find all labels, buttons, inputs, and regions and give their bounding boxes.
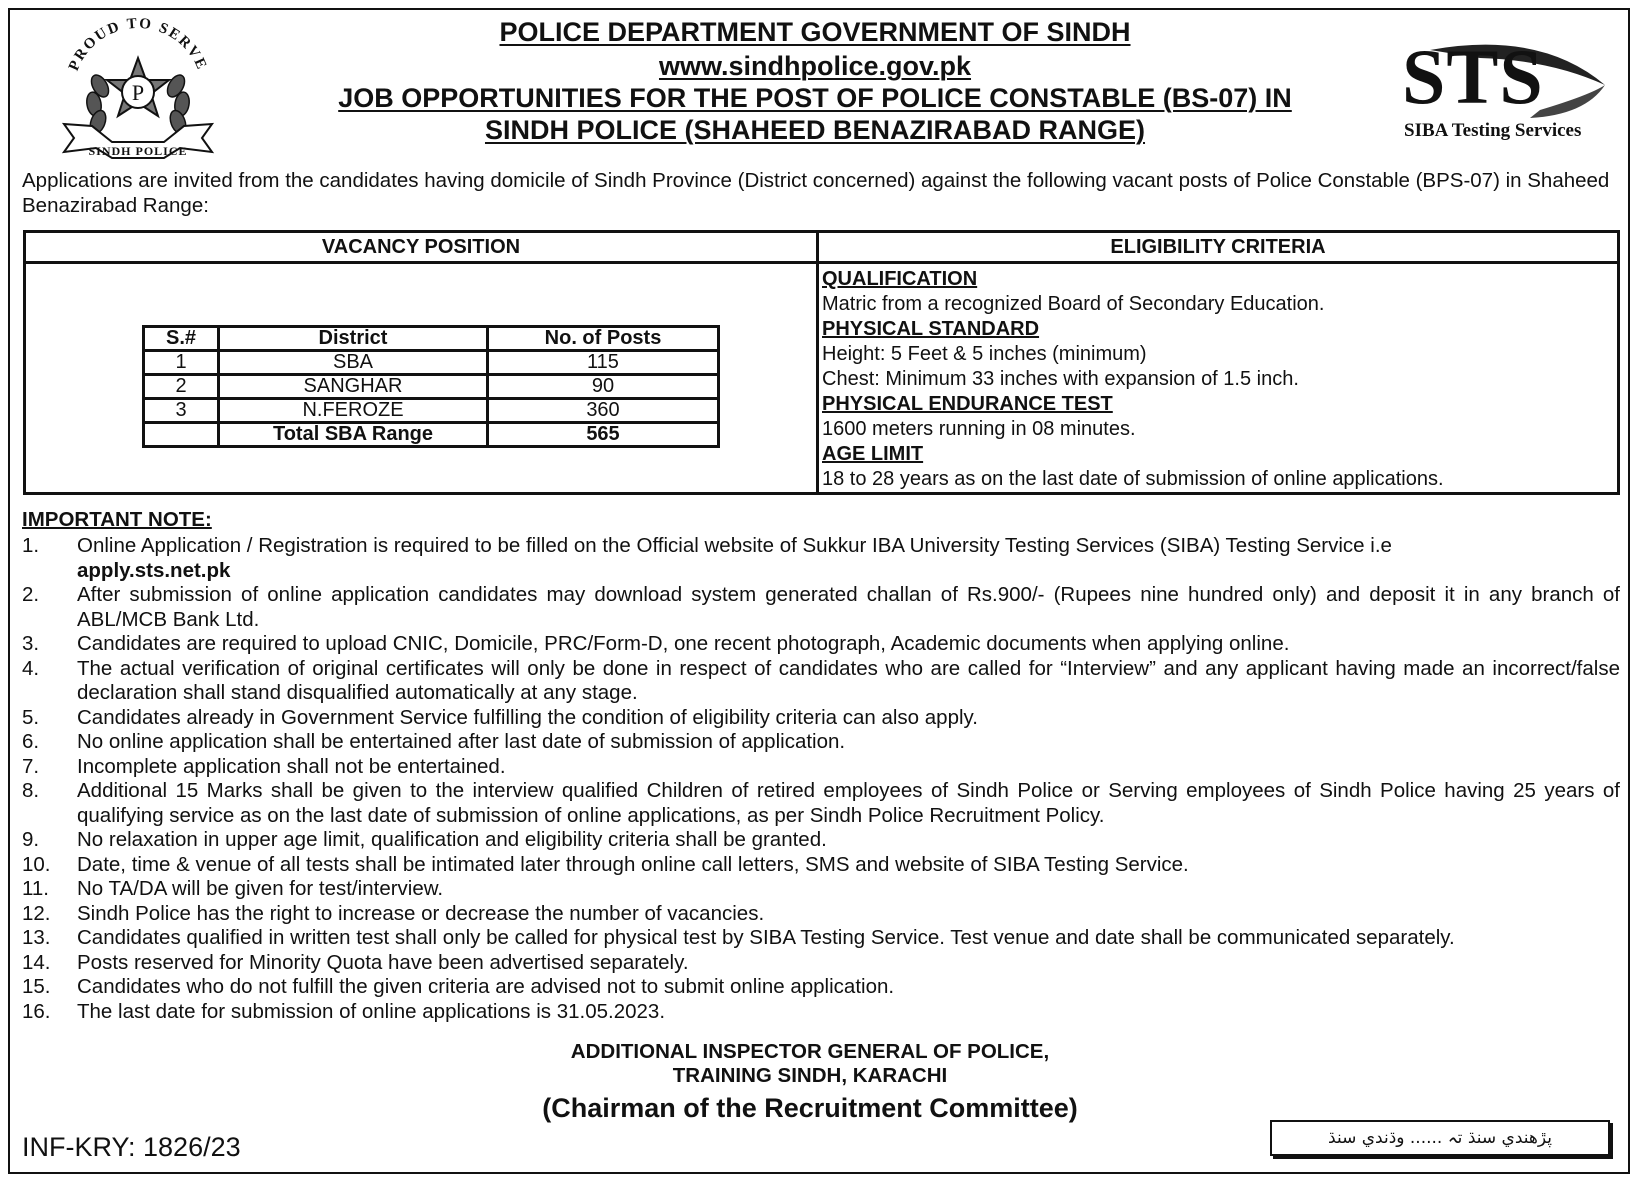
col-serial: S.# <box>144 327 219 351</box>
criteria-line: Matric from a recognized Board of Secondary Education. <box>822 293 1325 315</box>
signatory-role: (Chairman of the Recruitment Committee) <box>542 1093 1078 1123</box>
header-job-title: JOB OPPORTUNITIES FOR THE POST OF POLICE CONSTABLE (BS-07) IN <box>338 83 1292 113</box>
list-item <box>22 951 1620 976</box>
criteria-line: 18 to 28 years as on the last date of submission of online applications. <box>822 468 1444 490</box>
table-total-row <box>144 423 719 447</box>
eligibility-criteria <box>822 267 1612 492</box>
note-number: 12. <box>22 901 51 925</box>
sindhi-slogan-box: پڙهندي سنڌ تہ ...... وڌندي سنڌ <box>1270 1120 1610 1156</box>
important-notes-list <box>22 534 1620 1024</box>
note-number: 10. <box>22 852 51 876</box>
note-text: Candidates qualified in written test shall only be called for physical test by SIBA Testing Service. Test venue and date shall be communicated separately. <box>77 926 1455 949</box>
note-text: Posts reserved for Minority Quota have been advertised separately. <box>77 950 689 974</box>
criteria-heading-qualification: QUALIFICATION <box>822 268 978 290</box>
svg-text:P: P <box>131 80 145 105</box>
criteria-line: Height: 5 Feet & 5 inches (minimum) <box>822 343 1147 365</box>
svg-text:SINDH POLICE: SINDH POLICE <box>88 144 188 158</box>
note-text: Sindh Police has the right to increase or decrease the number of vacancies. <box>77 901 765 925</box>
note-text: After submission of online application candidates may download system generated challan of Rs.900/- (Rupees nine hundred only) and deposit it in any branch of ABL/MCB Bank Ltd. <box>77 583 1620 631</box>
note-text: Online Application / Registration is required to be filled on the Official website of Sukkur IBA University Testing Services (SIBA) Testing Service i.e <box>77 534 1392 557</box>
list-item <box>22 583 1620 632</box>
list-item <box>22 755 1620 780</box>
note-number: 8. <box>22 779 40 802</box>
criteria-heading-physical-standard: PHYSICAL STANDARD <box>822 318 1040 340</box>
list-item <box>22 779 1620 828</box>
criteria-heading-age-limit: AGE LIMIT <box>822 443 924 465</box>
cell-serial: 3 <box>144 399 219 423</box>
vacancy-position-header: VACANCY POSITION <box>321 236 521 258</box>
total-label: Total SBA Range <box>219 423 488 447</box>
list-item <box>22 534 1620 583</box>
cell-serial: 1 <box>144 351 219 375</box>
header-range: SINDH POLICE (SHAHEED BENAZIRABAD RANGE) <box>484 115 1146 145</box>
note-text: Additional 15 Marks shall be given to the interview qualified Children of retired employees of Sindh Police or Serving employees of Sindh Police having 25 years of qualifying service as on the last date of submission of online applications, as per Sindh Police Recruitment Policy. <box>77 779 1620 827</box>
col-district: District <box>219 327 488 351</box>
list-item <box>22 657 1620 706</box>
sts-logo <box>1400 33 1610 148</box>
col-posts: No. of Posts <box>488 327 719 351</box>
vacancy-table-header-row <box>144 327 719 351</box>
header-department: POLICE DEPARTMENT GOVERNMENT OF SINDH <box>499 17 1131 47</box>
note-number: 5. <box>22 705 40 729</box>
header-website[interactable]: www.sindhpolice.gov.pk <box>658 51 972 81</box>
intro-paragraph: Applications are invited from the candidates having domicile of Sindh Province (District concerned) against the following vacant posts of Police Constable (BPS-07) in Shaheed Benazirabad Range: <box>22 169 1610 217</box>
note-text: No online application shall be entertained after last date of submission of application. <box>77 730 846 753</box>
cell-district: SBA <box>219 351 488 375</box>
list-item <box>22 1000 1620 1025</box>
note-text: The last date for submission of online applications is 31.05.2023. <box>77 999 666 1023</box>
table-row <box>144 375 719 399</box>
list-item <box>22 706 1620 731</box>
note-text: Candidates already in Government Service fulfilling the condition of eligibility criteria can also apply. <box>77 705 978 729</box>
cell-posts: 90 <box>488 375 719 399</box>
cell-district: SANGHAR <box>219 375 488 399</box>
vacancy-eligibility-table <box>23 230 1620 495</box>
note-text: No TA/DA will be given for test/interview. <box>77 877 444 900</box>
note-text: Candidates who do not fulfill the given criteria are advised not to submit online application. <box>77 975 895 998</box>
note-number: 2. <box>22 583 40 606</box>
note-number: 14. <box>22 950 51 974</box>
signatory-title: ADDITIONAL INSPECTOR GENERAL OF POLICE, <box>570 1040 1050 1063</box>
list-item <box>22 926 1620 951</box>
cell-posts: 360 <box>488 399 719 423</box>
cell-empty <box>144 423 219 447</box>
table-column-divider <box>816 233 819 492</box>
vacancy-table <box>142 325 720 448</box>
eligibility-criteria-header: ELIGIBILITY CRITERIA <box>1110 236 1326 258</box>
list-item <box>22 877 1620 902</box>
note-number: 6. <box>22 730 40 753</box>
inf-reference: INF-KRY: 1826/23 <box>22 1132 241 1162</box>
note-number: 16. <box>22 999 51 1023</box>
note-number: 15. <box>22 975 51 998</box>
note-text: Incomplete application shall not be entertained. <box>77 754 506 778</box>
criteria-heading-endurance-test: PHYSICAL ENDURANCE TEST <box>822 393 1113 415</box>
sts-letters: STS <box>1402 33 1544 120</box>
cell-posts: 115 <box>488 351 719 375</box>
cell-serial: 2 <box>144 375 219 399</box>
note-text: Date, time & venue of all tests shall be intimated later through online call letters, SMS and website of SIBA Testing Service. <box>77 852 1189 876</box>
criteria-line: Chest: Minimum 33 inches with expansion of 1.5 inch. <box>822 368 1299 390</box>
list-item <box>22 730 1620 755</box>
note-text-wrap <box>77 534 1620 583</box>
signatory-office: TRAINING SINDH, KARACHI <box>672 1064 948 1087</box>
note-number: 1. <box>22 534 40 557</box>
important-note-heading: IMPORTANT NOTE: <box>22 508 212 531</box>
sts-subtitle: SIBA Testing Services <box>1404 120 1582 141</box>
svg-text:PROUD TO SERVE: PROUD TO SERVE <box>66 15 210 74</box>
total-value: 565 <box>488 423 719 447</box>
note-number: 4. <box>22 656 40 680</box>
note-number: 3. <box>22 632 40 655</box>
note-text: Candidates are required to upload CNIC, Domicile, PRC/Form-D, one recent photograph, Academic documents when applying online. <box>77 632 1290 655</box>
apply-link[interactable]: apply.sts.net.pk <box>77 558 231 582</box>
list-item <box>22 902 1620 927</box>
note-number: 7. <box>22 754 40 778</box>
list-item <box>22 828 1620 853</box>
list-item <box>22 975 1620 1000</box>
list-item <box>22 632 1620 657</box>
note-number: 11. <box>22 877 49 900</box>
table-row <box>144 351 719 375</box>
note-number: 13. <box>22 926 51 949</box>
criteria-line: 1600 meters running in 08 minutes. <box>822 418 1136 440</box>
list-item <box>22 853 1620 878</box>
note-text: No relaxation in upper age limit, qualification and eligibility criteria shall be granted. <box>77 828 827 851</box>
table-header-rule <box>26 261 1617 264</box>
note-text: The actual verification of original certificates will only be done in respect of candidates who are called for “Interview” and any applicant having made an incorrect/false declaration shall stand disqualified automatically at any stage. <box>77 656 1620 704</box>
table-row <box>144 399 719 423</box>
note-number: 9. <box>22 828 40 851</box>
sindh-police-emblem <box>52 14 224 166</box>
cell-district: N.FEROZE <box>219 399 488 423</box>
